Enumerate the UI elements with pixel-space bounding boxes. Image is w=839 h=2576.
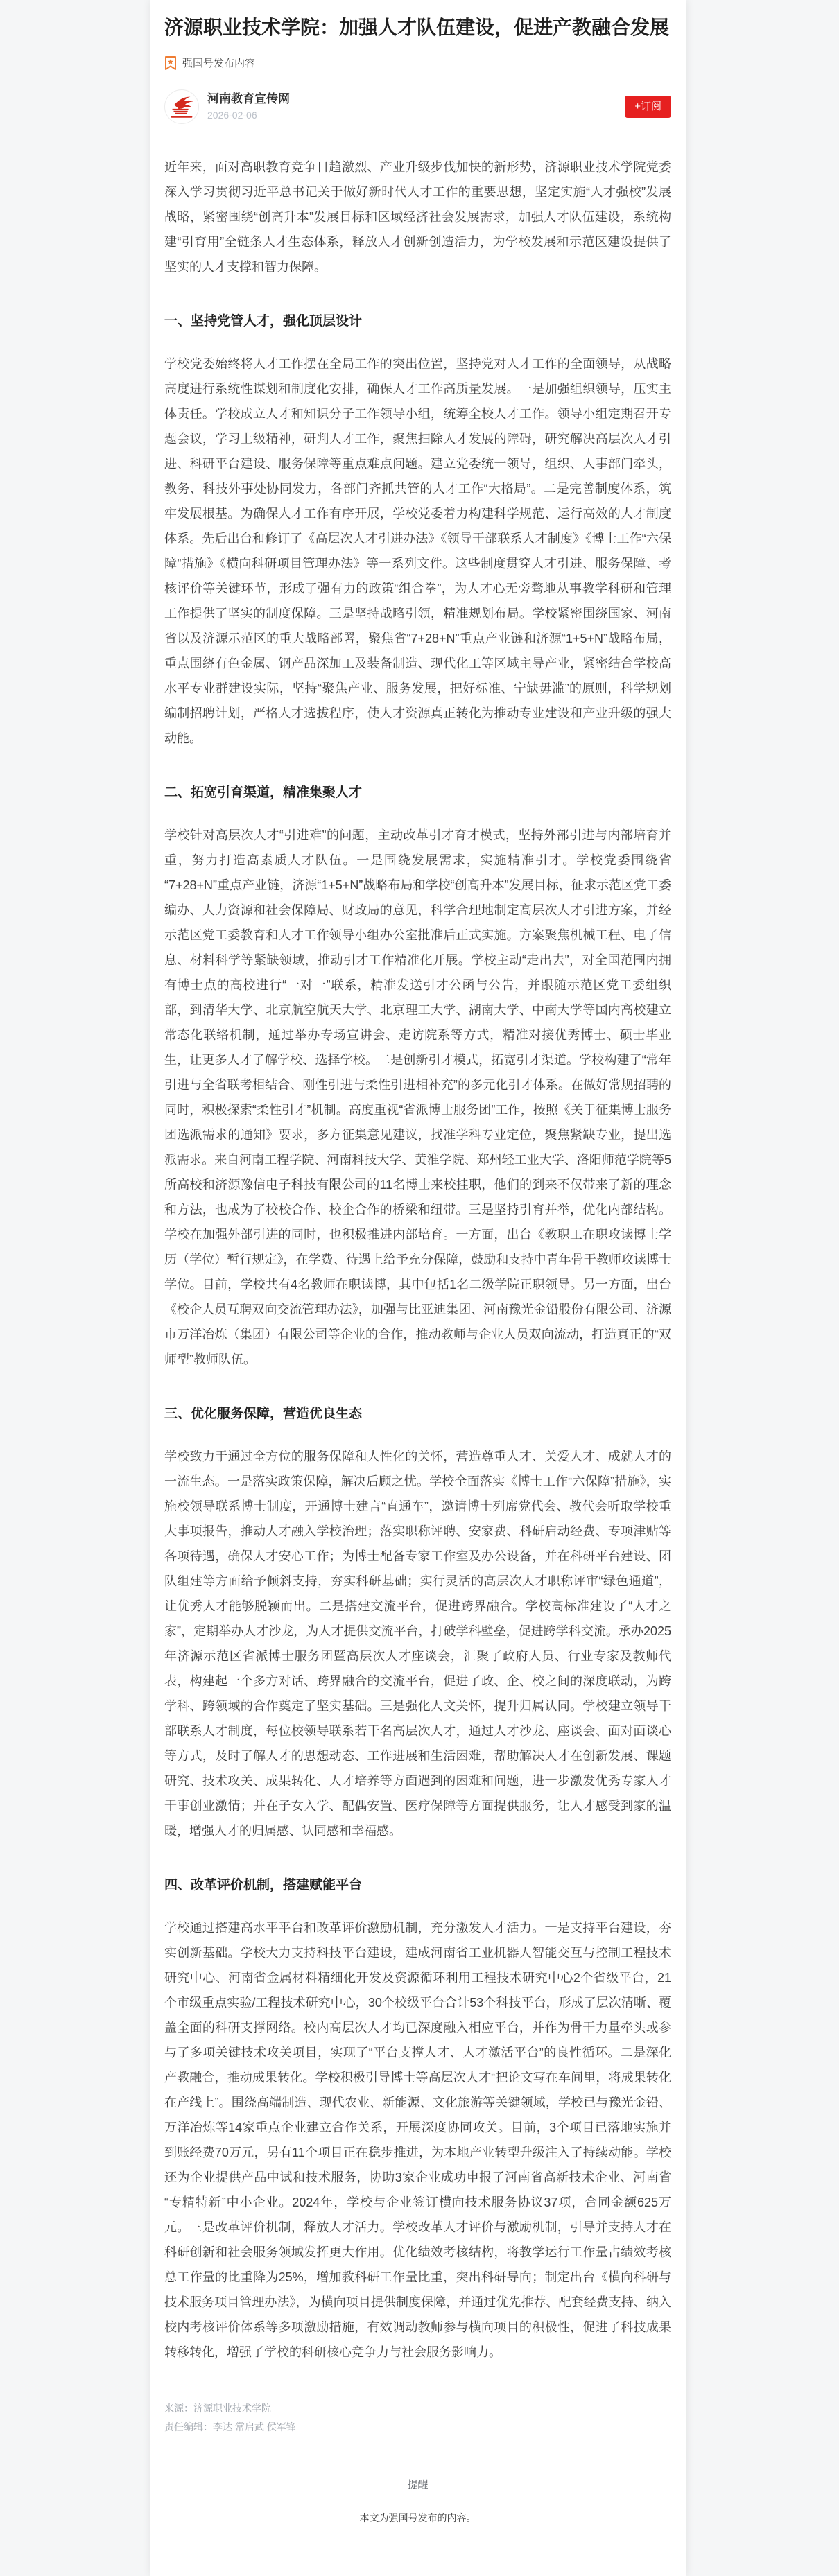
article-paragraph: 学校通过搭建高水平平台和改革评价激励机制，充分激发人才活力。一是支持平台建设，夯实创新基础。学校大力支持科技平台建设，建成河南省工业机器人智能交互与控制工程技术研究中心、河南省金属材料精细化开发及资源循环利用工程技术研究中心2个省级平台，21个市级重点实验/工程技术研究中心，30个校级平台合计53个科技平台，形成了层次清晰、覆盖全面的科研支撑网络。校内高层次人才均已深度融入相应平台，并作为骨干力量牵头或参与了多项关键技术攻关项目，实现了“平台支撑人才、人才激活平台”的良性循环。二是深化产教融合，推动成果转化。学校积极引导博士等高层次人才“把论文写在车间里，将成果转化在产线上”。围绕高端制造、现代农业、新能源、文化旅游等关键领域，学校已与豫光金铅、万洋冶炼等14家重点企业建立合作关系，开展深度协同攻关。目前，3个项目已落地实施并到账经费70万元，另有11个项目正在稳步推进，为本地产业转型升级注入了持续动能。学校还为企业提供产品中试和技术服务，协助3家企业成功申报了河南省高新技术企业、河南省“专精特新”中小企业。2024年，学校与企业签订横向技术服务协议37项，合同金额625万元。三是改革评价机制，释放人才活力。学校改革人才评价与激励机制，引导并支持人才在科研创新和社会服务领域发挥更大作用。优化绩效考核结构，将教学运行工作量占绩效考核总工作量的比重降为25%，增加教科研工作量比重，突出科研导向；制定出台《横向科研与技术服务项目管理办法》，为横向项目提供制度保障，并通过优先推荐、配套经费支持、纳入校内考核评价体系等多项激励措施，有效调动教师参与横向项目的积极性，促进了科技成果转移转化，增强了学校的科研核心竞争力与社会服务影响力。	[164, 1921, 671, 2359]
badge-label: 强国号发布内容	[182, 58, 256, 69]
publisher-row	[164, 89, 671, 124]
publisher-name[interactable]: 河南教育宣传网	[207, 92, 290, 105]
section-heading: 一、坚持党管人才，强化顶层设计	[164, 314, 363, 329]
bookmark-star-icon	[164, 56, 177, 70]
article-paragraph: 学校针对高层次人才“引进难”的问题，主动改革引才育才模式，坚持外部引进与内部培育并重，努力打造高素质人才队伍。一是围绕发展需求，实施精准引才。学校党委围绕省“7+28+N”重点产业链，济源“1+5+N”战略布局和学校“创高升本”发展目标，征求示范区党工委编办、人力资源和社会保障局、财政局的意见，科学合理地制定高层次人才引进方案，并经示范区党工委教育和人才工作领导小组办公室批准后正式实施。方案聚焦机械工程、电子信息、材料科学等紧缺领域，推动引才工作精准化开展。学校主动“走出去”，对全国范围内拥有博士点的高校进行“一对一”联系，精准发送引才公函与公告，并跟随示范区党工委组织部，到清华大学、北京航空航天大学、北京理工大学、湖南大学、中南大学等国内高校建立常态化联络机制，通过举办专场宣讲会、走访院系等方式，精准对接优秀博士、硕士毕业生，让更多人才了解学校、选择学校。二是创新引才模式，拓宽引才渠道。学校构建了“常年引进与全省联考相结合、刚性引进与柔性引进相补充”的多元化引才体系。在做好常规招聘的同时，积极探索“柔性引才”机制。高度重视“省派博士服务团”工作，按照《关于征集博士服务团选派需求的通知》要求，多方征集意见建议，找准学科专业定位，聚焦紧缺专业，提出选派需求。来自河南工程学院、河南科技大学、黄淮学院、郑州轻工业大学、洛阳师范学院等5所高校和济源豫信电子科技有限公司的11名博士来校挂职，他们的到来不仅带来了新的理念和方法，也成为了校校合作、校企合作的桥梁和纽带。三是坚持引育并举，优化内部结构。学校在加强外部引进的同时，也积极推进内部培育。一方面，出台《教职工在职攻读博士学历（学位）暂行规定》，在学费、待遇上给予充分保障，鼓励和支持中青年骨干教师攻读博士学位。目前，学校共有4名教师在职读博，其中包括1名二级学院正职领导。另一方面，出台《校企人员互聘双向交流管理办法》，加强与比亚迪集团、河南豫光金铅股份有限公司、济源市万洋冶炼（集团）有限公司等企业的合作，推动教师与企业人员双向流动，打造真正的“双师型”教师队伍。	[164, 828, 671, 1366]
qiangguo-badge	[164, 55, 671, 70]
notice-text: 本文为强国号发布的内容。	[359, 2512, 476, 2523]
publish-date: 2026-02-06	[207, 110, 257, 121]
phoenix-logo-icon	[165, 89, 198, 124]
section-heading: 三、优化服务保障，营造优良生态	[164, 1407, 363, 1421]
article-body	[164, 155, 671, 2365]
section-heading: 二、拓宽引育渠道，精准集聚人才	[164, 785, 363, 800]
article-card	[150, 0, 686, 2576]
subscribe-button[interactable]: +订阅	[625, 96, 671, 118]
source-block	[164, 2399, 671, 2437]
article-paragraph: 学校致力于通过全方位的服务保障和人性化的关怀，营造尊重人才、关爱人才、成就人才的一流生态。一是落实政策保障，解决后顾之忧。学校全面落实《博士工作“六保障”措施》，实施校领导联系博士制度，开通博士建言“直通车”，邀请博士列席党代会、教代会听取学校重大事项报告，推动人才融入学校治理；落实职称评聘、安家费、科研启动经费、专项津贴等各项待遇，确保人才安心工作；为博士配备专家工作室及办公设备，并在科研平台建设、团队组建等方面给予倾斜支持，夯实科研基础；实行灵活的高层次人才职称评审“绿色通道”，让优秀人才能够脱颖而出。二是搭建交流平台，促进跨界融合。学校高标准建设了“人才之家”，定期举办人才沙龙，为人才提供交流平台，打破学科壁垒，促进跨学科交流。承办2025年济源示范区省派博士服务团暨高层次人才座谈会，汇聚了政府人员、行业专家及教师代表，构建起一个多方对话、跨界融合的交流平台，促进了政、企、校之间的深度联动，为跨学科、跨领域的合作奠定了坚实基础。三是强化人文关怀，提升归属认同。学校建立领导干部联系人才制度，每位校领导联系若干名高层次人才，通过人才沙龙、座谈会、面对面谈心等方式，及时了解人才的思想动态、工作进展和生活困难，帮助解决人才在创新发展、课题研究、技术攻关、成果转化、人才培养等方面遇到的困难和问题，进一步激发优秀专家人才干事创业激情；并在子女入学、配偶安置、医疗保障等方面提供服务，让人才感受到家的温暖，增强人才的归属感、认同感和幸福感。	[164, 1450, 671, 1838]
section-heading: 四、改革评价机制，搭建赋能平台	[164, 1878, 363, 1892]
article-source: 来源：济源职业技术学院	[164, 2403, 271, 2414]
notice-divider	[164, 2477, 671, 2491]
page-title: 济源职业技术学院：加强人才队伍建设，促进产教融合发展	[164, 17, 670, 38]
article-paragraph: 学校党委始终将人才工作摆在全局工作的突出位置，坚持党对人才工作的全面领导，从战略高度进行系统性谋划和制度化安排，确保人才工作高质量发展。一是加强组织领导，压实主体责任。学校成立人才和知识分子工作领导小组，统筹全校人才工作。领导小组定期召开专题会议，学习上级精神，研判人才工作，聚焦扫除人才发展的障碍，研究解决高层次人才引进、科研平台建设、服务保障等重点难点问题。建立党委统一领导，组织、人事部门牵头，教务、科技外事处协同发力，各部门齐抓共管的人才工作“大格局”。二是完善制度体系，筑牢发展根基。为确保人才工作有序开展，学校党委着力构建科学规范、运行高效的人才制度体系。先后出台和修订了《高层次人才引进办法》《领导干部联系人才制度》《博士工作“六保障”措施》《横向科研项目管理办法》等一系列文件。这些制度贯穿人才引进、服务保障、考核评价等关键环节，形成了强有力的政策“组合拳”，为人才心无旁骛地从事教学科研和管理工作提供了坚实的制度保障。三是坚持战略引领，精准规划布局。学校紧密围绕国家、河南省以及济源示范区的重大战略部署，聚焦省“7+28+N”重点产业链和济源“1+5+N”战略布局，重点围绕有色金属、钢产品深加工及装备制造、现代化工等区域主导产业，紧密结合学校高水平专业群建设实际，坚持“聚焦产业、服务发展，把好标准、宁缺毋滥”的原则，科学规划编制招聘计划，严格人才选拔程序，使人才资源真正转化为推动专业建设和产业升级的强大动能。	[164, 357, 671, 745]
notice-divider-label: 提醒	[407, 2479, 429, 2491]
publisher-logo-avatar[interactable]	[164, 89, 199, 124]
article-paragraph: 近年来，面对高职教育竞争日趋激烈、产业升级步伐加快的新形势，济源职业技术学院党委深入学习贯彻习近平总书记关于做好新时代人才工作的重要思想，坚定实施“人才强校”发展战略，紧密围绕“创高升本”发展目标和区域经济社会发展需求，加强人才队伍建设，系统构建“引育用”全链条人才生态体系，释放人才创新创造活力，为学校发展和示范区建设提供了坚实的人才支撑和智力保障。	[164, 160, 671, 274]
article-editors: 责任编辑：李达 常启武 侯军锋	[164, 2421, 296, 2433]
publisher-meta	[207, 92, 290, 121]
